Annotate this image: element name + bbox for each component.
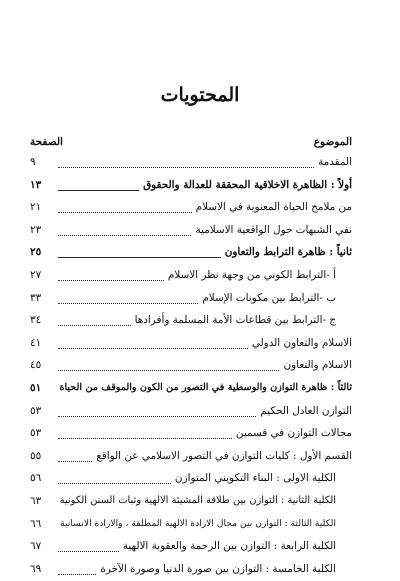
leader-dots	[58, 280, 164, 281]
leader-dots	[58, 190, 139, 191]
toc-entry-page: ٣٤	[30, 314, 42, 327]
table-of-contents	[30, 152, 352, 581]
toc-entry-title: ج -الترابط بين قطاعات الأمة المسلمة وأفرادها	[134, 314, 336, 327]
toc-entry-title: الكلية الثانية : التوازن بين طلاقة المشيئة الالهية وثبات السنن الكونية	[59, 494, 336, 506]
toc-entry-page: ٢٧	[30, 268, 42, 281]
toc-entry	[30, 559, 352, 581]
toc-entry	[30, 242, 352, 265]
leader-dots	[58, 461, 92, 462]
toc-entry	[30, 288, 352, 311]
toc-entry-title: الاسلام والتعاون	[283, 359, 352, 372]
toc-entry	[30, 333, 352, 356]
toc-entry-page: ٦٩	[30, 562, 42, 575]
leader-dots	[58, 483, 171, 484]
leader-dots	[58, 235, 191, 236]
toc-entry	[30, 355, 352, 378]
toc-entry-title: الاسلام والتعاون الدولي	[251, 336, 352, 349]
toc-entry-title: من ملامح الحياة المعنوية في الاسلام	[195, 201, 352, 214]
toc-entry-title: الكلية الثالثة : التوازن بين مجال الارادة الالهية المطلقة ، والارادة الانسانية	[60, 517, 336, 529]
toc-entry-title: الكلية الخامسة : التوازن بين صورة الدنيا وصورة الآخرة	[100, 562, 336, 575]
toc-entry	[30, 468, 352, 491]
toc-entry	[30, 197, 352, 220]
toc-entry-page: ٥١	[30, 381, 42, 394]
toc-entry	[30, 175, 352, 198]
toc-entry-page: ٦٦	[30, 517, 42, 530]
toc-entry-title: القسم الأول : كليات التوازن في التصور الاسلامي عن الواقع	[96, 449, 352, 462]
toc-entry-page: ٤١	[30, 336, 42, 349]
toc-entry	[30, 220, 352, 243]
toc-entry-page: ٢٥	[30, 246, 42, 259]
leader-dots	[58, 212, 192, 213]
leader-dots	[58, 370, 279, 371]
toc-entry-page: ٥٥	[30, 449, 42, 462]
page-column-header: الصفحة	[30, 136, 63, 148]
toc-entry-page: ٣٣	[30, 291, 42, 304]
topic-column-header: الموضوع	[313, 136, 352, 148]
toc-entry-page: ٩	[30, 156, 36, 168]
toc-entry-page: ١٣	[30, 178, 42, 191]
toc-entry	[30, 446, 352, 469]
leader-dots	[58, 348, 248, 349]
toc-entry-page: ٦٧	[30, 540, 42, 553]
toc-entry-title: نفي الشبهات حول الواقعية الاسلامية	[195, 223, 352, 236]
toc-entry-page: ٥٦	[30, 472, 42, 485]
leader-dots	[58, 257, 221, 258]
toc-entry	[30, 491, 352, 514]
page-title: المحتويات	[160, 84, 240, 106]
toc-entry-page: ٥٣	[30, 427, 42, 440]
toc-entry	[30, 401, 352, 424]
leader-dots	[58, 551, 119, 552]
leader-dots	[58, 303, 198, 304]
toc-entry-page: ٢١	[30, 201, 42, 214]
toc-entry-title: الكلية الاولى : البناء التكويني المتوازن	[174, 472, 336, 485]
toc-entry-title: أ -الترابط الكوني من وجهة نظر الاسلام	[167, 268, 336, 281]
toc-entry-page: ٤٥	[30, 359, 42, 372]
toc-entry	[30, 265, 352, 288]
toc-entry-page: ٥٣	[30, 404, 42, 417]
leader-dots	[58, 416, 256, 417]
toc-entry-title: التوازن العادل الحكيم	[260, 404, 352, 417]
toc-entry	[30, 536, 352, 559]
leader-dots	[58, 325, 131, 326]
toc-entry-title: ثالثاً : ظاهرة التوازن والوسطية في التصور من الكون والموقف من الحياة	[59, 381, 352, 393]
toc-entry	[30, 152, 352, 175]
toc-entry	[30, 514, 352, 537]
toc-entry	[30, 310, 352, 333]
toc-entry-page: ٢٣	[30, 223, 42, 236]
toc-entry-title: الكلية الرابعة : التوازن بين الرحمة والعقوبة الالهية	[122, 540, 336, 553]
toc-entry-title: ثانياً : ظاهرة الترابط والتعاون	[224, 246, 352, 259]
toc-entry	[30, 423, 352, 446]
toc-entry-title: ب -الترابط بين مكونات الإسلام	[202, 291, 336, 304]
toc-entry-title: أولاً : الظاهرة الاخلاقية المحققة للعدالة والحقوق	[143, 178, 352, 191]
leader-dots	[58, 438, 232, 439]
leader-dots	[58, 167, 314, 168]
toc-entry-page: ٦٣	[30, 494, 42, 507]
toc-entry-title: المقدمة	[318, 156, 352, 168]
toc-entry	[30, 378, 352, 401]
toc-entry-title: مجالات التوازن في قسمين	[235, 427, 352, 440]
